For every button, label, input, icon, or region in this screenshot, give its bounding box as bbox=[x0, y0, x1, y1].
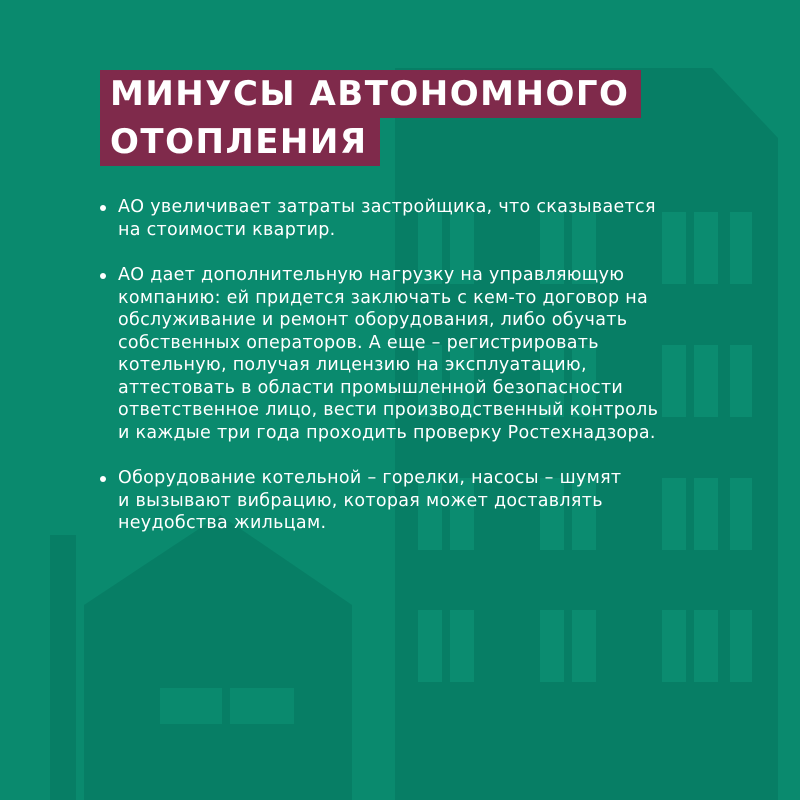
bullet-dot-icon bbox=[100, 205, 106, 211]
bullet-dot-icon bbox=[100, 273, 106, 279]
bullet-text-line: компанию: ей придется заключать с кем-то договор на bbox=[118, 287, 649, 308]
bullet-list bbox=[99, 196, 739, 558]
bullet-text-line: на стоимости квартир. bbox=[118, 219, 336, 240]
bullet-text-line: обслуживание и ремонт оборудования, либо обучать bbox=[118, 310, 628, 330]
bullet-text-line: аттестовать в области промышленной безопасности bbox=[118, 377, 624, 398]
bullet-text-line: и вызывают вибрацию, которая может доставлять bbox=[118, 490, 603, 511]
title-line-2: ОТОПЛЕНИЯ bbox=[100, 118, 380, 166]
bullet-text-line: неудобства жильцам. bbox=[118, 513, 327, 533]
bullet-text-line: ответственное лицо, вести производственный контроль bbox=[118, 400, 659, 420]
bullet-text-line: и каждые три года проходить проверку Ростехнадзора. bbox=[118, 422, 656, 443]
bullet-dot-icon bbox=[100, 476, 106, 482]
bullet-item-construction-cost bbox=[99, 196, 739, 241]
bullet-item-noise-vibration bbox=[99, 467, 739, 535]
title-line-1: МИНУСЫ АВТОНОМНОГО bbox=[100, 70, 641, 118]
bullet-text-line: котельную, получая лицензию на эксплуатацию, bbox=[118, 355, 587, 375]
bullet-text-line: собственных операторов. А еще – регистрировать bbox=[118, 332, 599, 353]
bullet-text-line: АО увеличивает затраты застройщика, что сказывается bbox=[118, 197, 656, 217]
bullet-item-management-burden bbox=[99, 264, 739, 444]
house-silhouette bbox=[50, 515, 352, 800]
bullet-text-line: АО дает дополнительную нагрузку на управляющую bbox=[118, 265, 625, 285]
bullet-text-line: Оборудование котельной – горелки, насосы – шумят bbox=[118, 468, 622, 488]
